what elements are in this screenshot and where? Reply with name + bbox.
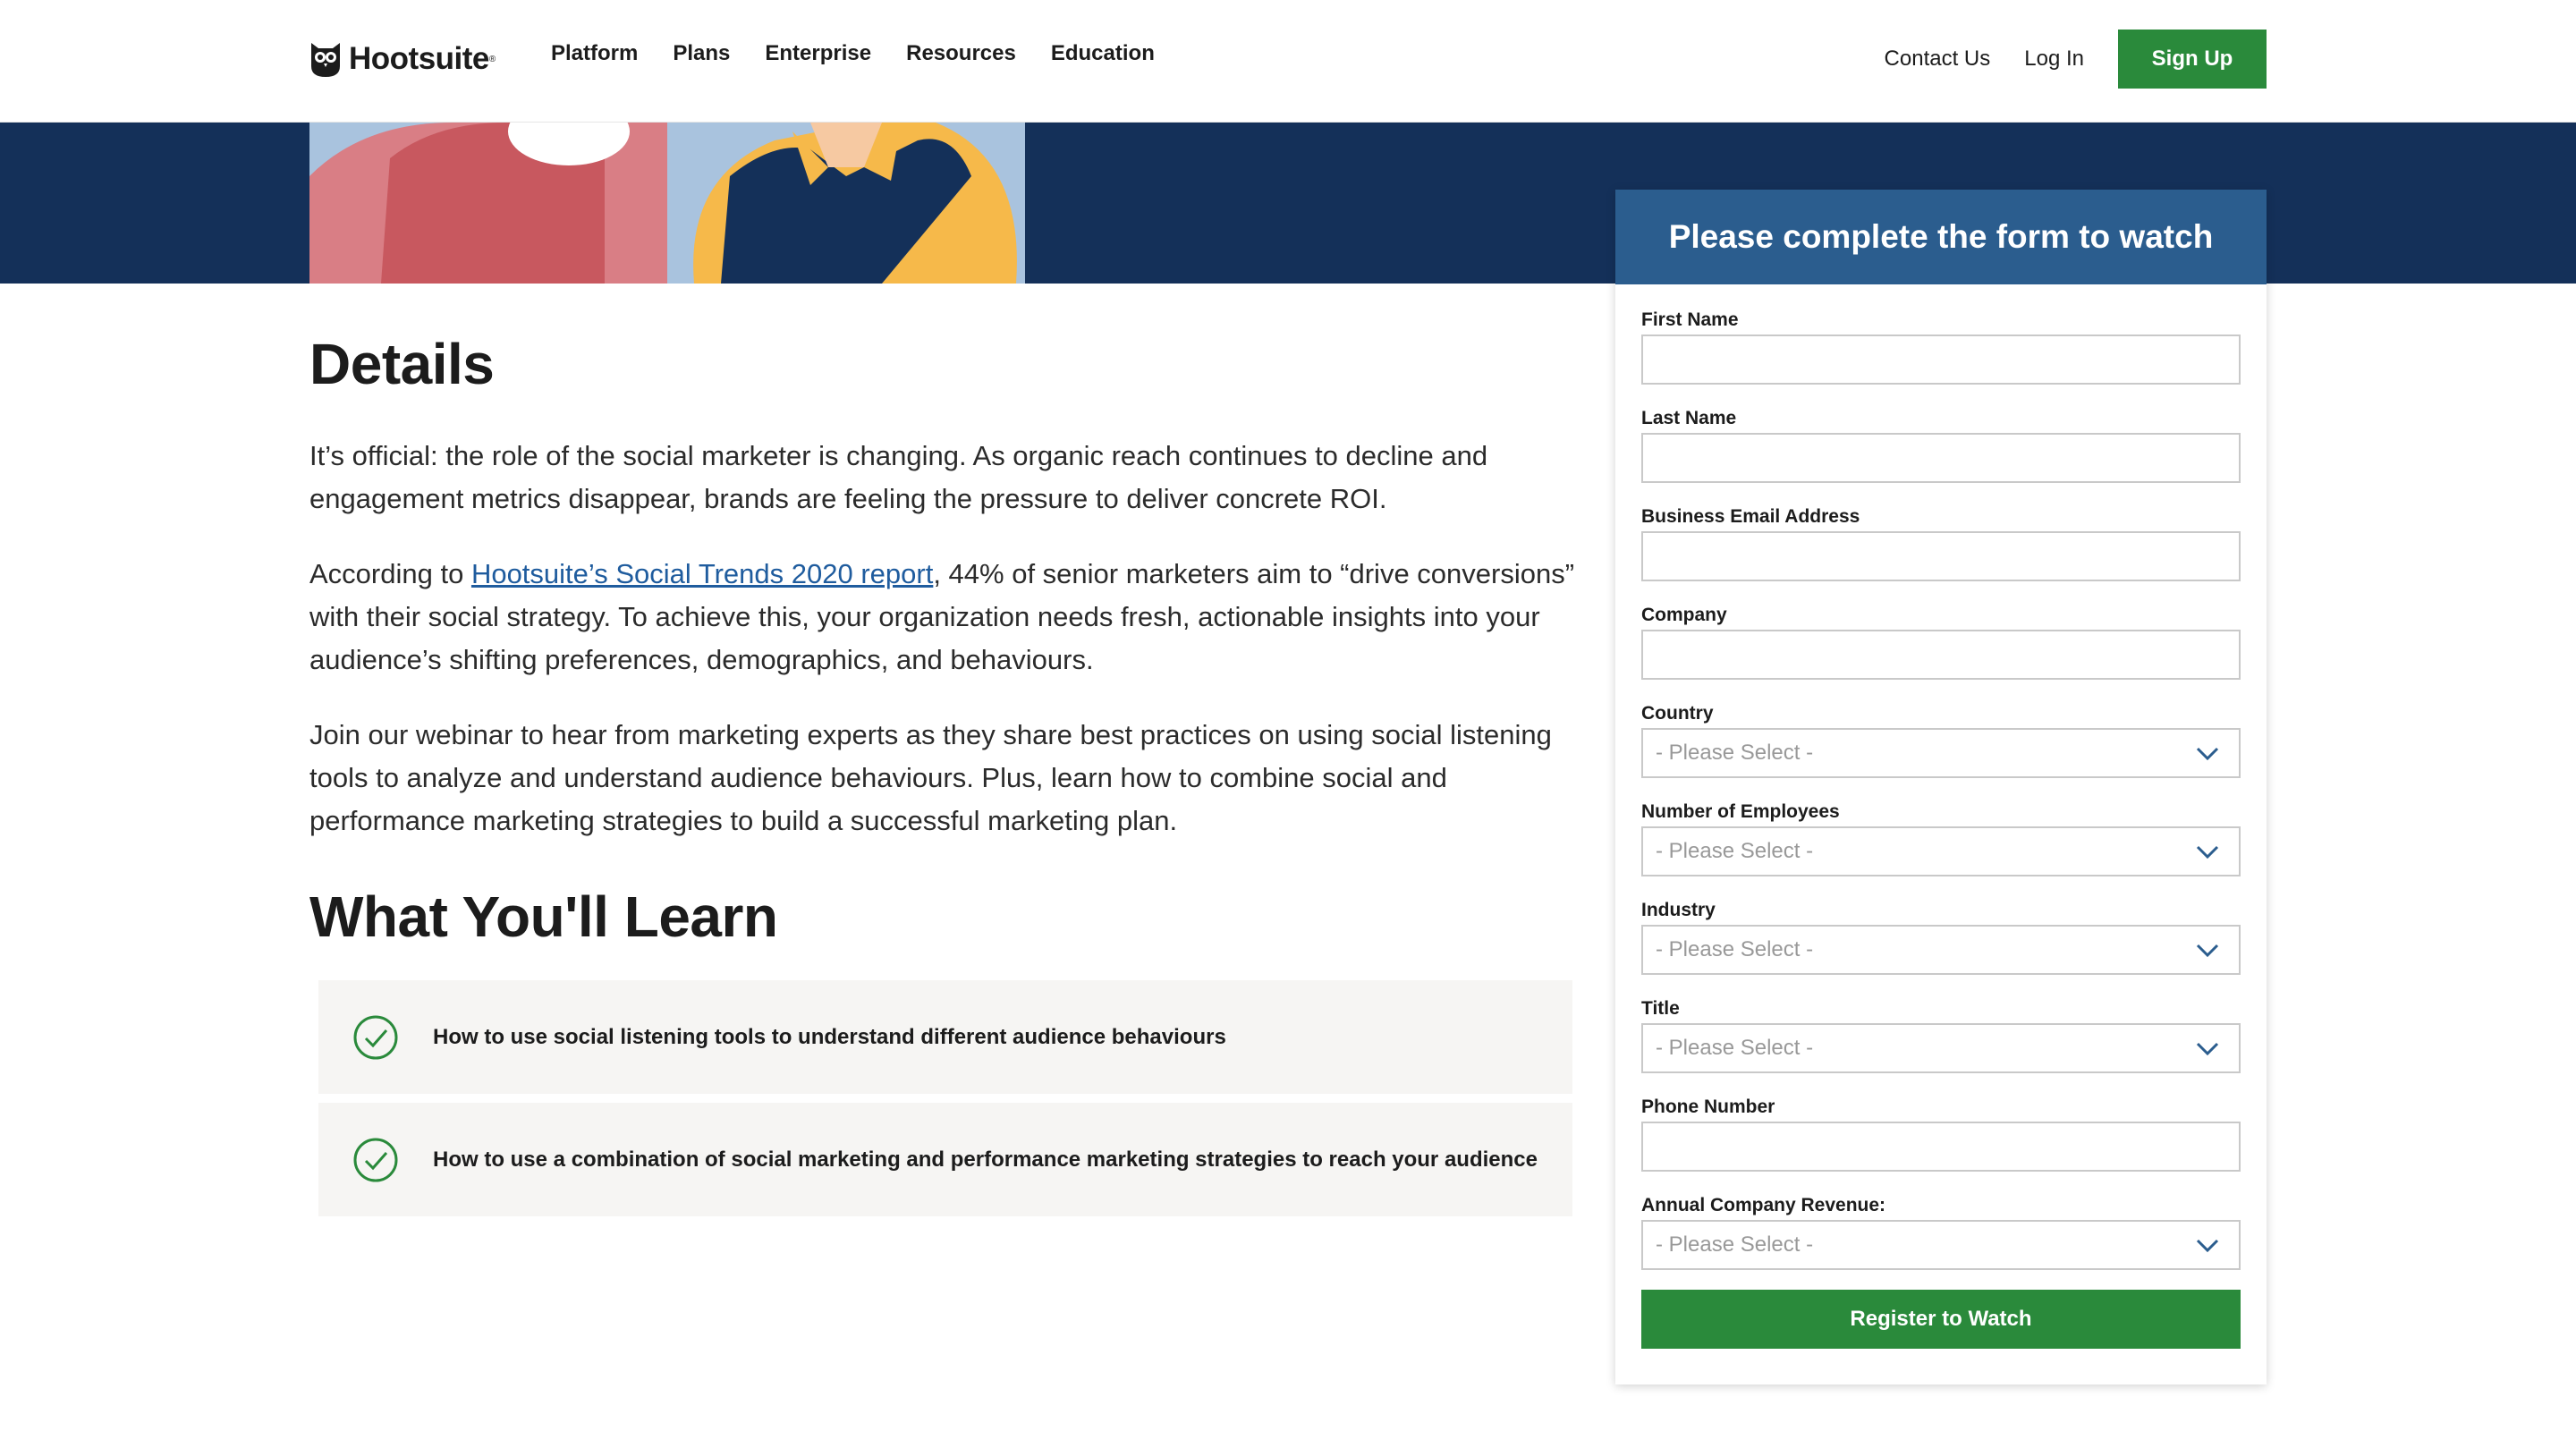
paragraph-2-lead: According to [309,558,471,589]
industry-label: Industry [1641,900,1716,920]
form-body [1615,284,2267,1349]
country-label: Country [1641,703,1714,724]
employees-select-value: - Please Select - [1656,839,1814,863]
learn-item-text: How to use a combination of social marketing and performance marketing strategies to reach your audience [433,1147,1538,1172]
email-field [1641,503,2241,581]
revenue-select-value: - Please Select - [1656,1232,1814,1257]
nav-enterprise[interactable]: Enterprise [765,41,872,65]
hootsuite-logo[interactable] [309,38,496,80]
primary-nav [551,41,1190,66]
nav-plans[interactable]: Plans [673,41,731,65]
phone-field [1641,1093,2241,1172]
employees-field [1641,798,2241,876]
last-name-field [1641,404,2241,483]
title-select-value: - Please Select - [1656,1036,1814,1060]
hero-illustration [309,123,1025,284]
details-paragraph-3: Join our webinar to hear from marketing experts as they share best practices on using social listening tools to analyze and understand audience behaviours. Plus, learn how to combine social and performance marketing strategies to build a successful marketing plan. [309,719,1552,836]
first-name-label: First Name [1641,309,1739,330]
last-name-label: Last Name [1641,408,1737,428]
employees-select[interactable] [1641,826,2241,876]
log-in-link[interactable]: Log In [2024,47,2084,71]
industry-field [1641,896,2241,975]
contact-us-link[interactable]: Contact Us [1884,47,1991,71]
industry-select[interactable] [1641,925,2241,975]
check-circle-icon [352,1137,399,1183]
country-field [1641,699,2241,778]
logo-text: Hootsuite [349,41,489,76]
nav-education[interactable]: Education [1050,41,1155,65]
registration-form [1615,190,2267,1384]
learn-list [318,980,1580,1216]
main-content [309,331,1580,1225]
revenue-select[interactable] [1641,1220,2241,1270]
top-navigation [0,0,2576,123]
phone-label: Phone Number [1641,1097,1775,1117]
list-item [318,980,1572,1094]
chevron-down-icon [2196,1041,2219,1057]
social-trends-report-link[interactable]: Hootsuite’s Social Trends 2020 report [470,558,934,589]
company-field [1641,601,2241,680]
first-name-field [1641,306,2241,385]
nav-resources[interactable]: Resources [906,41,1016,65]
first-name-input[interactable] [1641,334,2241,385]
details-paragraph-2 [309,553,1580,682]
email-input[interactable] [1641,531,2241,581]
chevron-down-icon [2196,844,2219,860]
revenue-field [1641,1191,2241,1270]
paragraph-2-tail: , 44% of senior marketers aim to “drive conversions” with their social strategy. To achieve this, your organization needs fresh, actionable insights into your audience’s shifting preferences, demographics, and behaviours. [309,558,1575,675]
employees-label: Number of Employees [1641,801,1840,822]
what-you-learn-heading: What You'll Learn [309,885,778,949]
chevron-down-icon [2196,943,2219,959]
country-select-value: - Please Select - [1656,741,1814,765]
details-heading: Details [309,332,495,396]
revenue-label: Annual Company Revenue: [1641,1195,1886,1215]
title-label: Title [1641,998,1680,1019]
title-select[interactable] [1641,1023,2241,1073]
title-field [1641,995,2241,1073]
owl-logo-icon [309,39,342,79]
details-paragraph-1: It’s official: the role of the social marketer is changing. As organic reach continues to decline and engagement metrics disappear, brands are feeling the pressure to deliver concrete ROI. [309,440,1488,514]
chevron-down-icon [2196,1238,2219,1254]
industry-select-value: - Please Select - [1656,937,1814,961]
list-item [318,1103,1572,1216]
company-input[interactable] [1641,630,2241,680]
company-label: Company [1641,605,1727,625]
form-title: Please complete the form to watch [1615,190,2267,284]
country-select[interactable] [1641,728,2241,778]
logo-registered-mark: ® [488,54,496,64]
illustration-people-icon [309,123,1025,284]
learn-item-text: How to use social listening tools to understand different audience behaviours [433,1024,1226,1049]
phone-input[interactable] [1641,1122,2241,1172]
email-label: Business Email Address [1641,506,1860,527]
register-to-watch-button[interactable]: Register to Watch [1641,1290,2241,1349]
check-circle-icon [352,1014,399,1061]
nav-platform[interactable]: Platform [551,41,639,65]
sign-up-button[interactable]: Sign Up [2118,30,2267,89]
chevron-down-icon [2196,746,2219,762]
last-name-input[interactable] [1641,433,2241,483]
nav-actions [1885,30,2267,89]
